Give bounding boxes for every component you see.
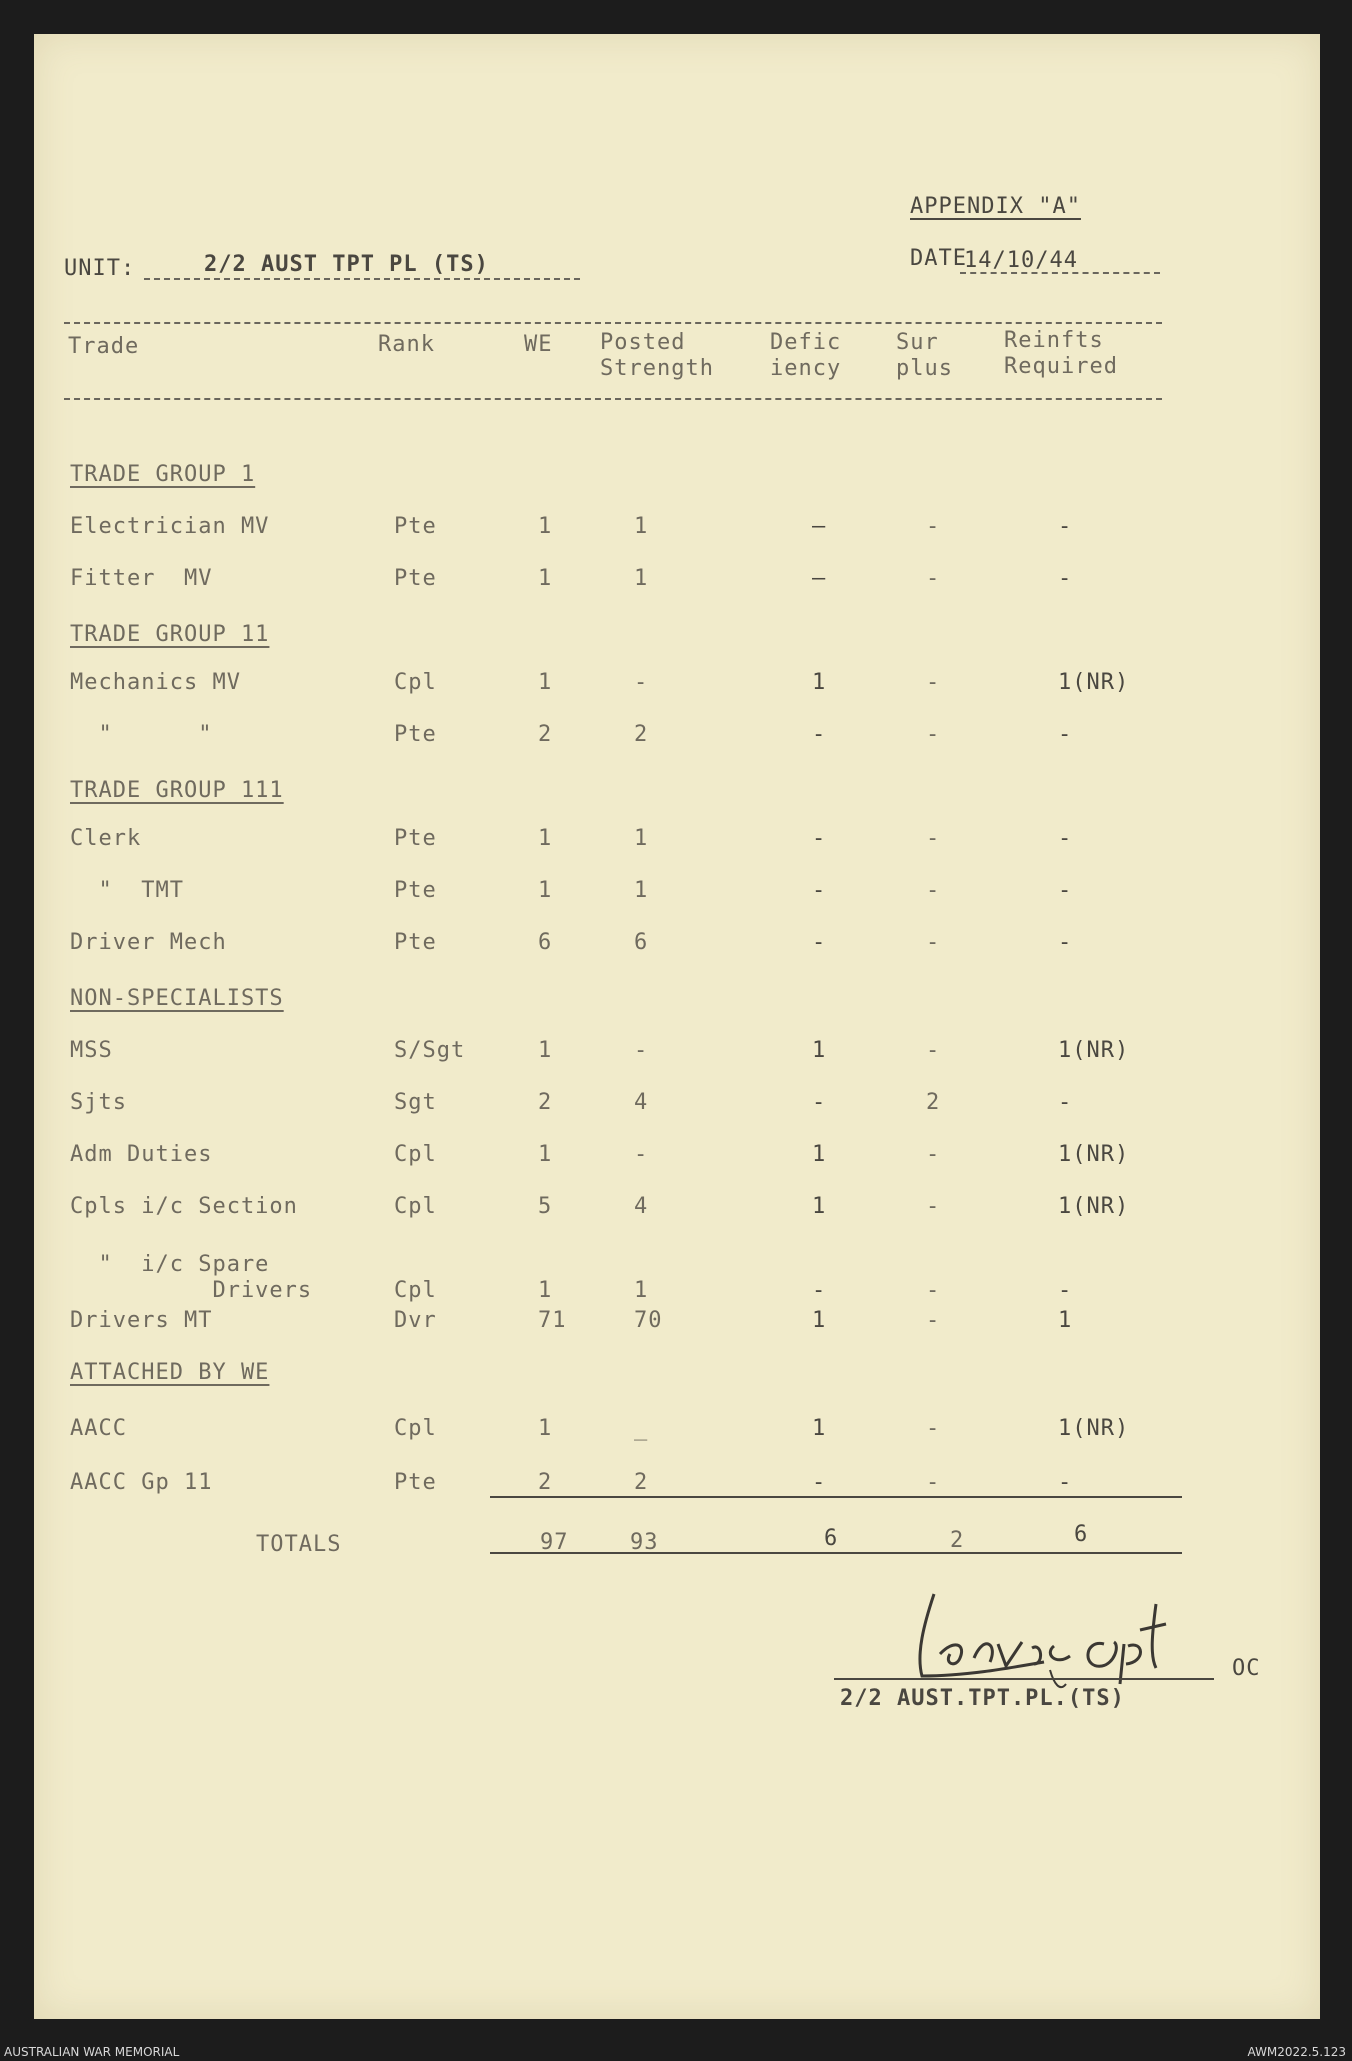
cell-reinforcements: 1(NR) bbox=[1058, 1194, 1130, 1219]
cell-posted: 2 bbox=[634, 1470, 649, 1495]
signature-oc: OC bbox=[1232, 1656, 1261, 1681]
header-bottom-rule bbox=[64, 398, 1162, 400]
signature-line bbox=[834, 1678, 1214, 1680]
cell-trade: " TMT bbox=[70, 878, 184, 903]
cell-deficiency: 1 bbox=[812, 1308, 827, 1333]
col-trade: Trade bbox=[68, 334, 140, 359]
group-title: TRADE GROUP 1 bbox=[70, 462, 256, 487]
cell-trade: AACC Gp 11 bbox=[70, 1470, 213, 1495]
cell-rank: Cpl bbox=[394, 1142, 437, 1167]
cell-trade: Driver Mech bbox=[70, 930, 227, 955]
cell-reinforcements: 1(NR) bbox=[1058, 1416, 1130, 1441]
cell-trade: Clerk bbox=[70, 826, 142, 851]
cell-rank: Dvr bbox=[394, 1308, 437, 1333]
cell-rank: Cpl bbox=[394, 1416, 437, 1441]
cell-rank: Pte bbox=[394, 566, 437, 591]
col-surplus: Sur plus bbox=[896, 330, 953, 381]
cell-posted: 6 bbox=[634, 930, 649, 955]
unit-value: 2/2 AUST TPT PL (TS) bbox=[204, 252, 489, 277]
cell-trade: MSS bbox=[70, 1038, 113, 1063]
cell-rank: Pte bbox=[394, 930, 437, 955]
cell-surplus: - bbox=[926, 878, 941, 903]
cell-reinforcements: - bbox=[1058, 878, 1073, 903]
cell-posted: 1 bbox=[634, 514, 649, 539]
cell-we: 1 bbox=[538, 1278, 553, 1303]
cell-surplus: - bbox=[926, 670, 941, 695]
cell-trade: AACC bbox=[70, 1416, 127, 1441]
header-top-rule bbox=[64, 322, 1162, 324]
cell-trade: " " bbox=[70, 722, 213, 747]
cell-we: 1 bbox=[538, 1038, 553, 1063]
date-value: 14/10/44 bbox=[964, 248, 1078, 273]
cell-reinforcements: - bbox=[1058, 1470, 1073, 1495]
cell-we: 1 bbox=[538, 566, 553, 591]
cell-we: 1 bbox=[538, 514, 553, 539]
cell-deficiency: - bbox=[812, 1278, 827, 1303]
totals-posted: 93 bbox=[630, 1530, 659, 1555]
cell-posted: 1 bbox=[634, 566, 649, 591]
cell-rank: Cpl bbox=[394, 1278, 437, 1303]
cell-we: 1 bbox=[538, 670, 553, 695]
cell-reinforcements: - bbox=[1058, 1090, 1073, 1115]
cell-we: 6 bbox=[538, 930, 553, 955]
cell-surplus: - bbox=[926, 930, 941, 955]
cell-reinforcements: - bbox=[1058, 930, 1073, 955]
cell-surplus: - bbox=[926, 1470, 941, 1495]
col-posted: Posted Strength bbox=[600, 330, 714, 381]
cell-deficiency: - bbox=[812, 1470, 827, 1495]
date-underline bbox=[960, 272, 1160, 274]
cell-surplus: - bbox=[926, 566, 941, 591]
cell-deficiency: 1 bbox=[812, 1416, 827, 1441]
cell-surplus: - bbox=[926, 1416, 941, 1441]
cell-surplus: - bbox=[926, 722, 941, 747]
cell-posted: 1 bbox=[634, 878, 649, 903]
totals-reinforcements: 6 bbox=[1074, 1522, 1089, 1547]
cell-posted: 4 bbox=[634, 1194, 649, 1219]
group-title: TRADE GROUP 11 bbox=[70, 622, 270, 647]
cell-surplus: - bbox=[926, 1038, 941, 1063]
group-title: NON-SPECIALISTS bbox=[70, 986, 284, 1011]
cell-we: 71 bbox=[538, 1308, 567, 1333]
cell-deficiency: 1 bbox=[812, 670, 827, 695]
unit-underline bbox=[144, 278, 580, 280]
totals-deficiency: 6 bbox=[824, 1526, 839, 1551]
cell-trade: Mechanics MV bbox=[70, 670, 241, 695]
cell-deficiency: - bbox=[812, 930, 827, 955]
cell-we: 1 bbox=[538, 1416, 553, 1441]
totals-surplus: 2 bbox=[950, 1528, 965, 1553]
cell-reinforcements: - bbox=[1058, 722, 1073, 747]
cell-rank: Pte bbox=[394, 878, 437, 903]
cell-trade: Drivers MT bbox=[70, 1308, 213, 1333]
cell-we: 2 bbox=[538, 1090, 553, 1115]
cell-trade: Sjts bbox=[70, 1090, 127, 1115]
cell-we: 2 bbox=[538, 722, 553, 747]
cell-reinforcements: - bbox=[1058, 826, 1073, 851]
cell-rank: Pte bbox=[394, 514, 437, 539]
footer-right: AWM2022.5.123 bbox=[1247, 2045, 1346, 2059]
totals-top-rule bbox=[490, 1496, 1182, 1498]
cell-deficiency: - bbox=[812, 1090, 827, 1115]
cell-we: 1 bbox=[538, 1142, 553, 1167]
cell-rank: S/Sgt bbox=[394, 1038, 466, 1063]
document-page bbox=[34, 34, 1320, 2019]
cell-surplus: - bbox=[926, 514, 941, 539]
cell-rank: Pte bbox=[394, 1470, 437, 1495]
cell-surplus: - bbox=[926, 826, 941, 851]
cell-rank: Sgt bbox=[394, 1090, 437, 1115]
cell-deficiency: - bbox=[812, 722, 827, 747]
col-rank: Rank bbox=[378, 332, 435, 357]
cell-reinforcements: - bbox=[1058, 566, 1073, 591]
cell-deficiency: 1 bbox=[812, 1038, 827, 1063]
cell-trade: Cpls i/c Section bbox=[70, 1194, 298, 1219]
cell-surplus: - bbox=[926, 1194, 941, 1219]
cell-surplus: - bbox=[926, 1278, 941, 1303]
unit-label: UNIT: bbox=[64, 256, 136, 281]
cell-we: 2 bbox=[538, 1470, 553, 1495]
cell-rank: Pte bbox=[394, 826, 437, 851]
cell-posted: 1 bbox=[634, 1278, 649, 1303]
cell-posted: - bbox=[634, 1038, 649, 1063]
totals-we: 97 bbox=[540, 1530, 569, 1555]
cell-surplus: - bbox=[926, 1142, 941, 1167]
cell-rank: Cpl bbox=[394, 1194, 437, 1219]
cell-reinforcements: 1(NR) bbox=[1058, 1038, 1130, 1063]
cell-posted: - bbox=[634, 1142, 649, 1167]
cell-surplus: - bbox=[926, 1308, 941, 1333]
cell-reinforcements: 1(NR) bbox=[1058, 1142, 1130, 1167]
cell-trade: Electrician MV bbox=[70, 514, 270, 539]
cell-reinforcements: - bbox=[1058, 514, 1073, 539]
group-title: ATTACHED BY WE bbox=[70, 1360, 270, 1385]
cell-posted: 1 bbox=[634, 826, 649, 851]
cell-trade: Adm Duties bbox=[70, 1142, 213, 1167]
cell-reinforcements: 1(NR) bbox=[1058, 670, 1130, 695]
cell-we: 1 bbox=[538, 826, 553, 851]
cell-posted: _ bbox=[634, 1416, 649, 1441]
cell-we: 5 bbox=[538, 1194, 553, 1219]
col-reinforcements: Reinfts Required bbox=[1004, 328, 1118, 379]
cell-posted: 4 bbox=[634, 1090, 649, 1115]
cell-posted: 70 bbox=[634, 1308, 663, 1333]
cell-deficiency: - bbox=[812, 826, 827, 851]
col-we: WE bbox=[524, 332, 553, 357]
appendix-title: APPENDIX "A" bbox=[910, 194, 1081, 219]
cell-trade: Fitter MV bbox=[70, 566, 213, 591]
cell-rank: Cpl bbox=[394, 670, 437, 695]
signature-unit: 2/2 AUST.TPT.PL.(TS) bbox=[840, 1686, 1125, 1711]
cell-surplus: 2 bbox=[926, 1090, 941, 1115]
cell-reinforcements: - bbox=[1058, 1278, 1073, 1303]
cell-we: 1 bbox=[538, 878, 553, 903]
cell-posted: - bbox=[634, 670, 649, 695]
cell-deficiency: - bbox=[812, 878, 827, 903]
cell-deficiency: – bbox=[812, 566, 827, 591]
cell-deficiency: 1 bbox=[812, 1194, 827, 1219]
cell-deficiency: – bbox=[812, 514, 827, 539]
totals-bottom-rule bbox=[490, 1552, 1182, 1554]
cell-reinforcements: 1 bbox=[1058, 1308, 1073, 1333]
footer-left: AUSTRALIAN WAR MEMORIAL bbox=[4, 2045, 180, 2059]
cell-trade: " i/c Spare Drivers bbox=[98, 1252, 313, 1303]
cell-posted: 2 bbox=[634, 722, 649, 747]
cell-rank: Pte bbox=[394, 722, 437, 747]
col-deficiency: Defic iency bbox=[770, 330, 842, 381]
group-title: TRADE GROUP 111 bbox=[70, 778, 284, 803]
totals-label: TOTALS bbox=[256, 1532, 342, 1557]
cell-deficiency: 1 bbox=[812, 1142, 827, 1167]
date-label: DATE bbox=[910, 246, 967, 271]
